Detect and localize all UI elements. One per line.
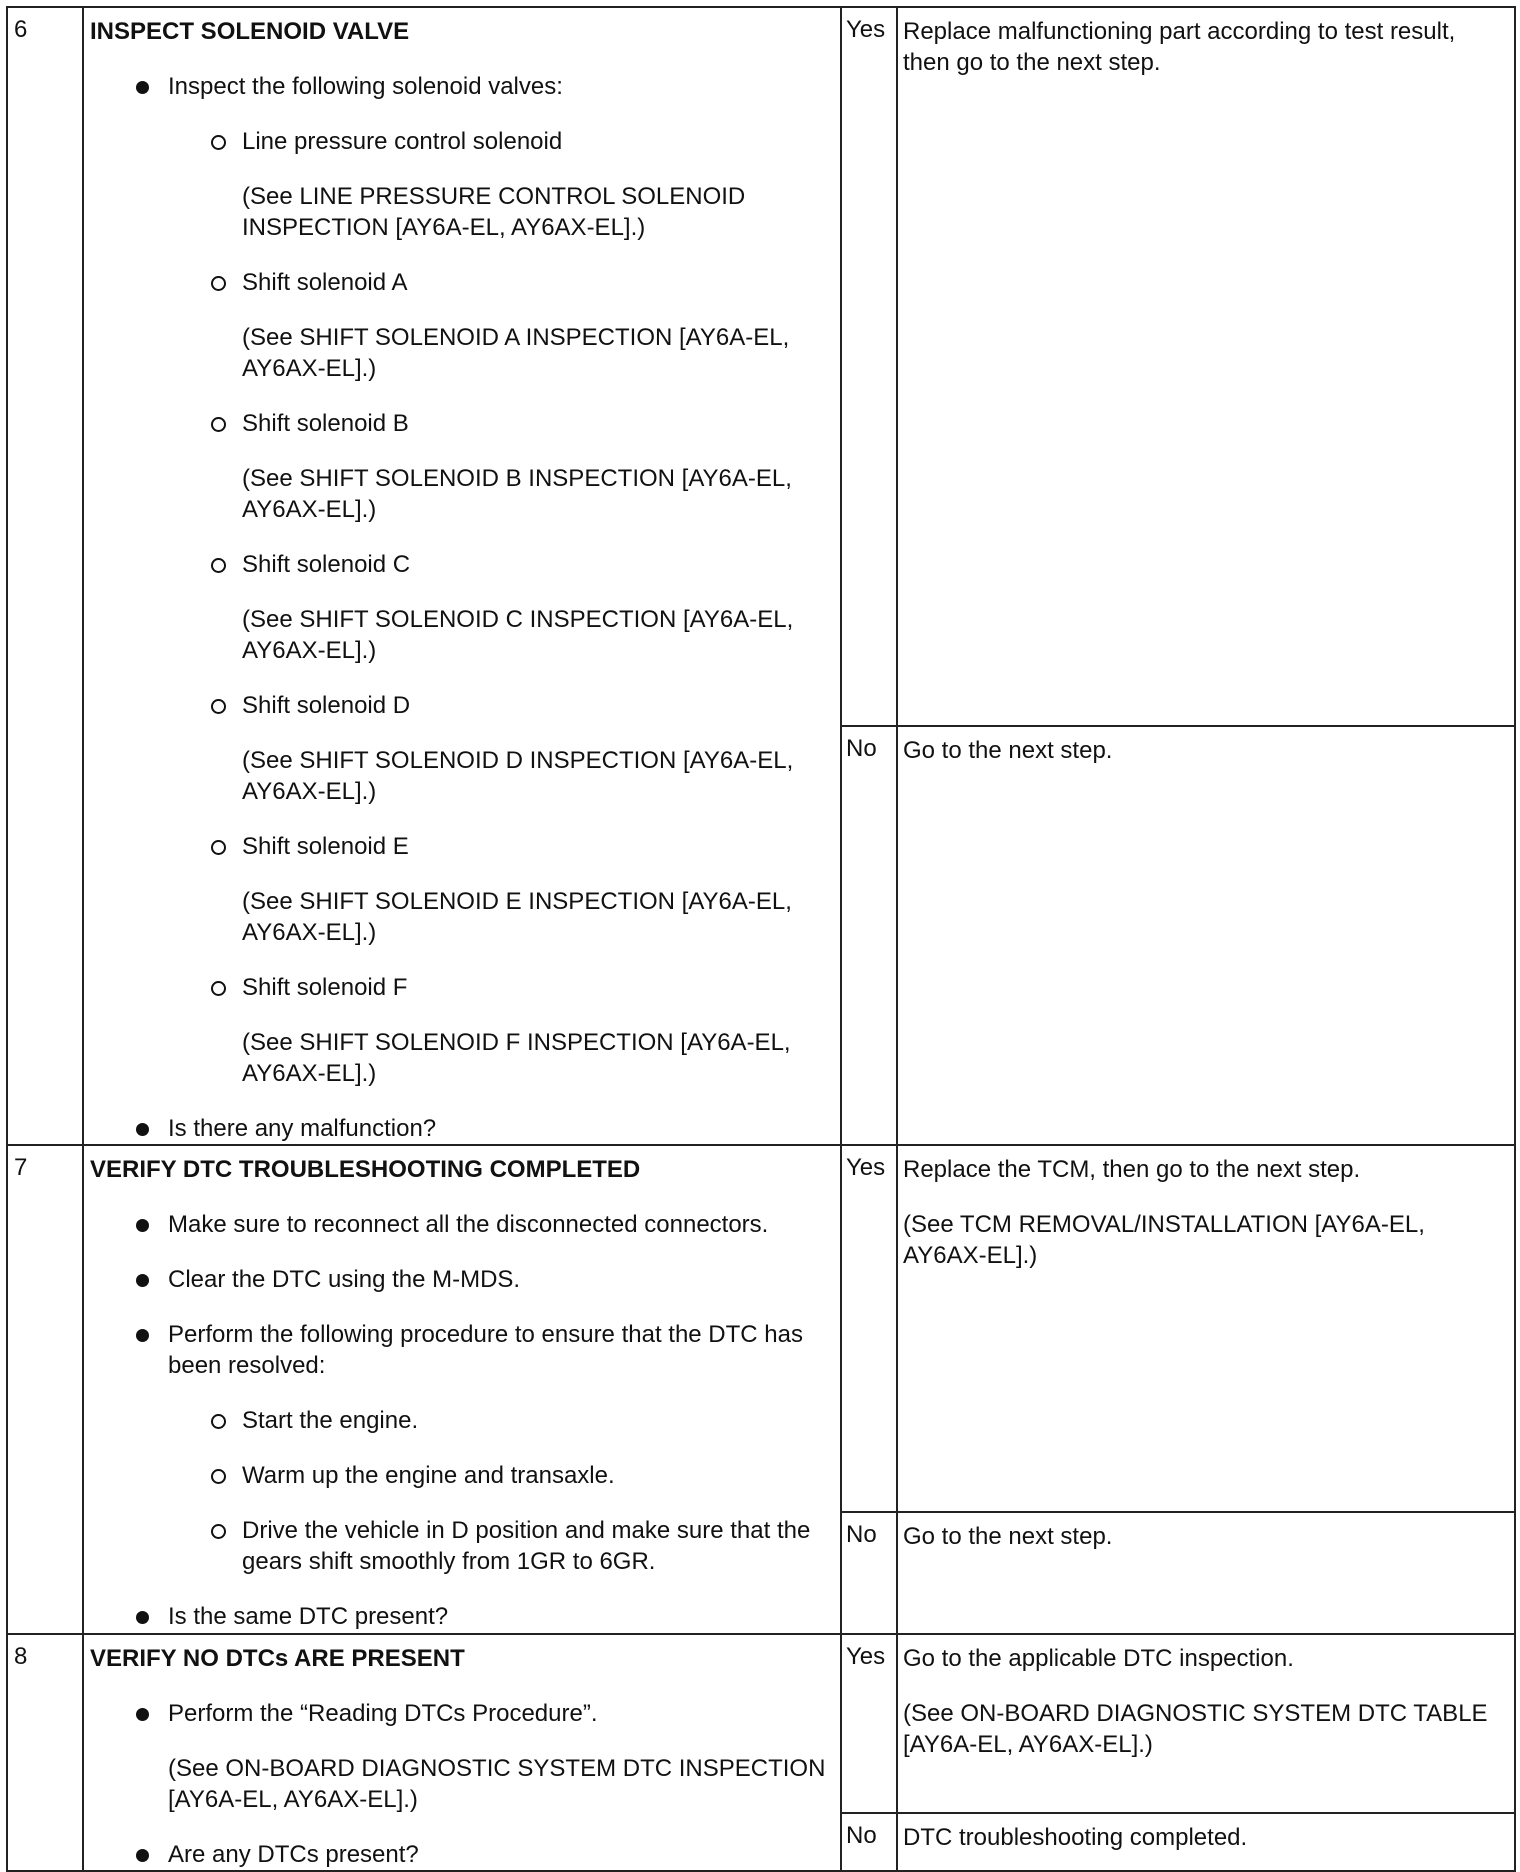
- reference-text: (See SHIFT SOLENOID E INSPECTION [AY6A-EL, AY6AX-EL].): [242, 888, 792, 946]
- answer-yes: Yes: [841, 1145, 897, 1512]
- step-title: INSPECT SOLENOID VALVE: [90, 18, 410, 45]
- question-item: Is there any malfunction?: [90, 1113, 830, 1144]
- step-number: 6: [7, 7, 83, 1145]
- bullet-item: Make sure to reconnect all the disconnected connectors.: [90, 1209, 830, 1240]
- sub-item: Drive the vehicle in D position and make sure that the gears shift smoothly from 1GR to 6GR.: [90, 1515, 830, 1577]
- sub-item: Shift solenoid C: [90, 549, 830, 580]
- result-yes: [897, 1634, 1515, 1813]
- result-no: [897, 726, 1515, 1145]
- answer-no: No: [841, 1813, 897, 1871]
- answer-yes: Yes: [841, 7, 897, 726]
- result-text: Go to the next step.: [903, 737, 1113, 764]
- bullet-item: Perform the “Reading DTCs Procedure”.: [90, 1698, 830, 1729]
- step-6-action: [83, 7, 841, 1145]
- question-item: Is the same DTC present?: [90, 1601, 830, 1632]
- sub-item: Shift solenoid D: [90, 690, 830, 721]
- step-number: 7: [7, 1145, 83, 1634]
- result-text: Replace the TCM, then go to the next step.: [903, 1156, 1361, 1183]
- step-8-yes-row: [7, 1634, 1515, 1813]
- step-6-yes-row: [7, 7, 1515, 726]
- troubleshooting-table: [6, 6, 1516, 1872]
- result-yes: [897, 7, 1515, 726]
- reference-text: (See SHIFT SOLENOID F INSPECTION [AY6A-EL, AY6AX-EL].): [242, 1029, 791, 1087]
- reference-text: (See ON-BOARD DIAGNOSTIC SYSTEM DTC INSPECTION [AY6A-EL, AY6AX-EL].): [168, 1755, 826, 1813]
- reference-text: (See ON-BOARD DIAGNOSTIC SYSTEM DTC TABLE [AY6A-EL, AY6AX-EL].): [903, 1700, 1488, 1758]
- step-7-action: [83, 1145, 841, 1634]
- sub-item: Start the engine.: [90, 1405, 830, 1436]
- step-title: VERIFY NO DTCs ARE PRESENT: [90, 1645, 465, 1672]
- result-text: Go to the applicable DTC inspection.: [903, 1645, 1294, 1672]
- sub-item: Shift solenoid A: [90, 267, 830, 298]
- result-text: Replace malfunctioning part according to test result, then go to the next step.: [903, 18, 1456, 76]
- step-title: VERIFY DTC TROUBLESHOOTING COMPLETED: [90, 1156, 641, 1183]
- reference-text: (See TCM REMOVAL/INSTALLATION [AY6A-EL, AY6AX-EL].): [903, 1211, 1425, 1269]
- reference-text: (See SHIFT SOLENOID A INSPECTION [AY6A-EL, AY6AX-EL].): [242, 324, 790, 382]
- reference-text: (See LINE PRESSURE CONTROL SOLENOID INSPECTION [AY6A-EL, AY6AX-EL].): [242, 183, 746, 241]
- bullet-item: Perform the following procedure to ensure that the DTC has been resolved:: [90, 1319, 830, 1381]
- sub-item: Shift solenoid E: [90, 831, 830, 862]
- step-7-yes-row: [7, 1145, 1515, 1512]
- sub-item: Line pressure control solenoid: [90, 126, 830, 157]
- result-text: Go to the next step.: [903, 1523, 1113, 1550]
- reference-text: (See SHIFT SOLENOID C INSPECTION [AY6A-EL, AY6AX-EL].): [242, 606, 794, 664]
- bullet-item: Clear the DTC using the M-MDS.: [90, 1264, 830, 1295]
- answer-yes: Yes: [841, 1634, 897, 1813]
- result-no: [897, 1512, 1515, 1634]
- result-yes: [897, 1145, 1515, 1512]
- sub-item: Shift solenoid F: [90, 972, 830, 1003]
- result-text: DTC troubleshooting completed.: [903, 1824, 1248, 1851]
- sub-item: Warm up the engine and transaxle.: [90, 1460, 830, 1491]
- result-no: [897, 1813, 1515, 1871]
- bullet-item: Inspect the following solenoid valves:: [90, 71, 830, 102]
- sub-item: Shift solenoid B: [90, 408, 830, 439]
- step-number: 8: [7, 1634, 83, 1871]
- answer-no: No: [841, 1512, 897, 1634]
- reference-text: (See SHIFT SOLENOID D INSPECTION [AY6A-EL, AY6AX-EL].): [242, 747, 794, 805]
- question-item: Are any DTCs present?: [90, 1839, 830, 1870]
- answer-no: No: [841, 726, 897, 1145]
- reference-text: (See SHIFT SOLENOID B INSPECTION [AY6A-EL, AY6AX-EL].): [242, 465, 792, 523]
- step-8-action: [83, 1634, 841, 1871]
